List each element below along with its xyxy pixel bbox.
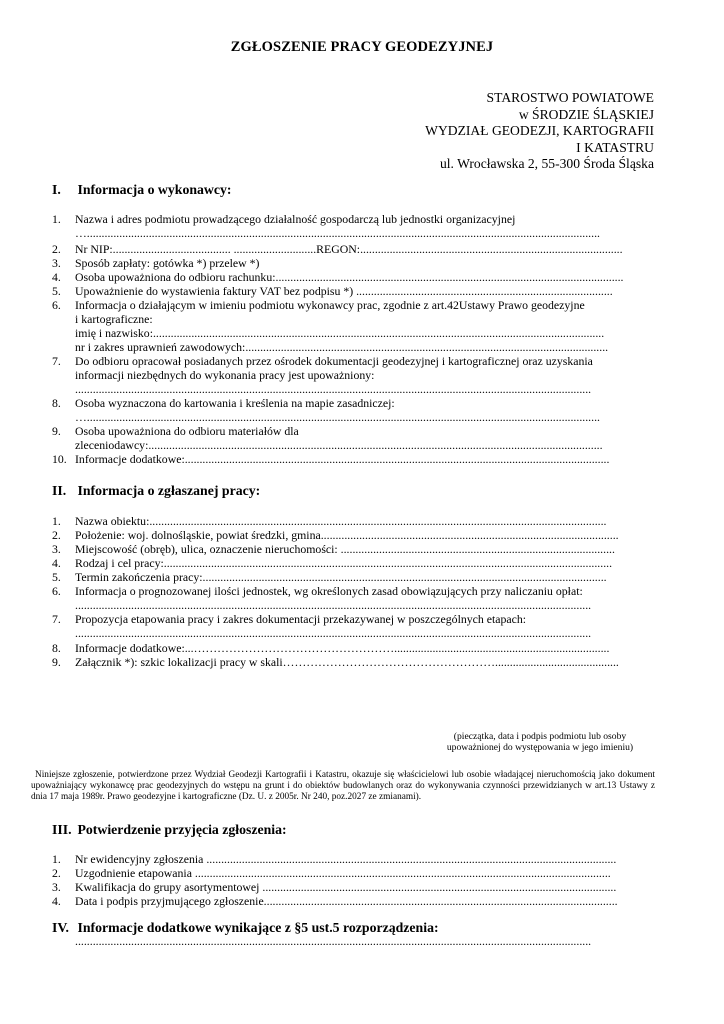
fill-line[interactable]: Załącznik *): szkic lokalizacji pracy w skali……………………………………………….......................................... <box>75 655 619 669</box>
form-item <box>52 298 655 354</box>
fill-line[interactable]: imię i nazwisko:......................................................................................................................................................... <box>75 326 605 340</box>
office-line: STAROSTWO POWIATOWE <box>486 90 654 105</box>
office-line: WYDZIAŁ GEODEZJI, KARTOGRAFII <box>425 123 654 139</box>
form-item <box>52 852 655 866</box>
section-number: I. <box>52 182 61 197</box>
item-text: i kartograficzne: <box>75 312 153 326</box>
fill-line[interactable]: nr i zakres uprawnień zawodowych:........................................................................................................................... <box>75 340 609 354</box>
fill-line[interactable]: Położenie: woj. dolnośląskie, powiat średzki, gmina..................................................................................................... <box>75 528 619 542</box>
form-item <box>52 242 655 256</box>
fill-line[interactable]: Data i podpis przyjmującego zgłoszenie........................................................................................................................ <box>75 894 618 908</box>
caption-line: upoważnionej do występowania w jego imieniu) <box>446 742 634 753</box>
fill-line[interactable]: Nazwa obiektu:........................................................................................................................................................... <box>75 514 607 528</box>
form-item <box>52 528 655 542</box>
item-number: 6. <box>52 298 61 312</box>
office-address <box>425 90 654 173</box>
signature-caption <box>420 731 660 753</box>
office-line: I KATASTRU <box>576 139 654 155</box>
item-number: 5. <box>52 284 61 298</box>
form-item <box>52 584 655 612</box>
form-item <box>52 556 655 570</box>
item-number: 2. <box>52 866 61 880</box>
fill-line[interactable]: Upoważnienie do wystawienia faktury VAT bez podpisu *) ....................................................................................... <box>75 284 613 298</box>
fill-line[interactable]: ….............................................................................................................................................................................. <box>75 226 600 240</box>
item-number: 4. <box>52 894 61 908</box>
item-text: Informacja o działającym w imieniu podmiotu wykonawcy prac, zgodnie z art.42Ustawy Prawo geodezyjne <box>75 298 585 312</box>
item-number: 7. <box>52 612 61 626</box>
form-item <box>52 570 655 584</box>
form-item <box>52 270 655 284</box>
section-number: IV. <box>52 920 70 935</box>
legal-note: Niniejsze zgłoszenie, potwierdzone przez Wydział Geodezji Kartografii i Katastru, okazuje się właścicielowi lub osobie władającej nieruchomością jako dokument upoważniający wykonawcę prac geodezyjnych do wstępu na grunt i do obiektów budowlanych oraz do wykonywania czynności przewidzianych w art.13 Ustawy z dnia 17 maja 1989r. Prawo geodezyjne i kartograficzne (Dz. U. z 2005r. Nr 240, poz.2027 ze zmianami). <box>31 770 655 803</box>
item-text: Sposób zapłaty: gotówka *) przelew *) <box>75 256 260 270</box>
fill-line[interactable]: Nr ewidencyjny zgłoszenia ........................................................................................................................................... <box>75 852 617 866</box>
item-number: 9. <box>52 424 61 438</box>
office-line: ul. Wrocławska 2, 55-300 Środa Śląska <box>439 156 654 172</box>
form-item <box>52 354 655 396</box>
fill-line[interactable]: Rodzaj i cel pracy:........................................................................................................................................................ <box>75 556 613 570</box>
section-title: Potwierdzenie przyjęcia zgłoszenia: <box>77 822 287 837</box>
section-title: Informacja o zgłaszanej pracy: <box>77 483 261 498</box>
item-number: 2. <box>52 528 61 542</box>
item-number: 1. <box>52 852 61 866</box>
fill-line[interactable]: Nr NIP:........................................ ............................REGON:......................................................................................... <box>75 242 623 256</box>
fill-line[interactable]: Osoba upoważniona do odbioru rachunku:...................................................................................................................... <box>75 270 624 284</box>
item-number: 4. <box>52 270 61 284</box>
section-2-heading <box>52 483 260 499</box>
office-line: w ŚRODZIE ŚLĄSKIEJ <box>518 106 654 122</box>
fill-line[interactable]: ............................................................................................................................................................................... <box>75 598 592 612</box>
item-number: 10. <box>52 452 67 466</box>
section-number: II. <box>52 483 67 498</box>
fill-line[interactable]: ….............................................................................................................................................................................. <box>75 410 600 424</box>
fill-line[interactable]: Informacje dodatkowe:................................................................................................................................................ <box>75 452 610 466</box>
form-item <box>52 542 655 556</box>
form-item <box>52 880 655 894</box>
item-number: 9. <box>52 655 61 669</box>
fill-line[interactable]: zleceniodawcy:.......................................................................................................................................................... <box>75 438 603 452</box>
form-item <box>52 256 655 270</box>
fill-line[interactable]: Kwalifikacja do grupy asortymentowej ........................................................................................................................ <box>75 880 617 894</box>
fill-line[interactable]: ............................................................................................................................................................................... <box>75 934 592 948</box>
item-number: 4. <box>52 556 61 570</box>
form-item <box>52 655 655 669</box>
fill-line[interactable]: Termin zakończenia pracy:......................................................................................................................................... <box>75 570 607 584</box>
form-item <box>52 396 655 424</box>
item-text: Osoba upoważniona do odbioru materiałów dla <box>75 424 299 438</box>
item-number: 3. <box>52 880 61 894</box>
item-number: 8. <box>52 641 61 655</box>
section-3-heading <box>52 822 287 838</box>
form-item <box>52 284 655 298</box>
form-item <box>52 866 655 880</box>
item-text: Informacja o prognozowanej ilości jednostek, wg określonych zasad obowiązujących przy naliczaniu opłat: <box>75 584 583 598</box>
item-text: Do odbioru opracował posiadanych przez ośrodek dokumentacji geodezyjnej i kartograficznej oraz uzyskania <box>75 354 593 368</box>
item-number: 1. <box>52 514 61 528</box>
fill-line[interactable]: ............................................................................................................................................................................... <box>75 626 592 640</box>
item-number: 5. <box>52 570 61 584</box>
fill-line[interactable]: Uzgodnienie etapowania ............................................................................................................................................. <box>75 866 611 880</box>
form-item <box>52 424 655 452</box>
item-number: 3. <box>52 256 61 270</box>
form-item <box>52 514 655 528</box>
form-item <box>52 894 655 908</box>
form-item <box>52 212 655 240</box>
item-number: 7. <box>52 354 61 368</box>
document-title: ZGŁOSZENIE PRACY GEODEZYJNEJ <box>230 39 494 55</box>
section-title: Informacja o wykonawcy: <box>77 182 232 197</box>
section-number: III. <box>52 822 72 837</box>
item-number: 6. <box>52 584 61 598</box>
section-title: Informacje dodatkowe wynikające z §5 ust.5 rozporządzenia: <box>77 920 439 935</box>
item-number: 3. <box>52 542 61 556</box>
item-text: informacji niezbędnych do wykonania pracy jest upoważniony: <box>75 368 375 382</box>
item-number: 8. <box>52 396 61 410</box>
item-number: 1. <box>52 212 61 226</box>
caption-line: (pieczątka, data i podpis podmiotu lub osoby <box>453 731 627 742</box>
item-text: Osoba wyznaczona do kartowania i kreślenia na mapie zasadniczej: <box>75 396 395 410</box>
item-text: Propozycja etapowania pracy i zakres dokumentacji przekazywanej w poszczególnych etapach: <box>75 612 527 626</box>
form-item <box>52 641 655 655</box>
form-item <box>52 452 655 466</box>
item-text: Nazwa i adres podmiotu prowadzącego działalność gospodarczą lub jednostki organizacyjnej <box>75 212 516 226</box>
form-item <box>52 612 655 640</box>
fill-line[interactable]: ............................................................................................................................................................................... <box>75 382 592 396</box>
fill-line[interactable]: Miejscowość (obręb), ulica, oznaczenie nieruchomości: ............................................................................................. <box>75 542 615 556</box>
fill-line[interactable]: Informacje dodatkowe:...……………………………………………......................................................................... <box>75 641 610 655</box>
section-1-heading <box>52 182 232 198</box>
item-number: 2. <box>52 242 61 256</box>
